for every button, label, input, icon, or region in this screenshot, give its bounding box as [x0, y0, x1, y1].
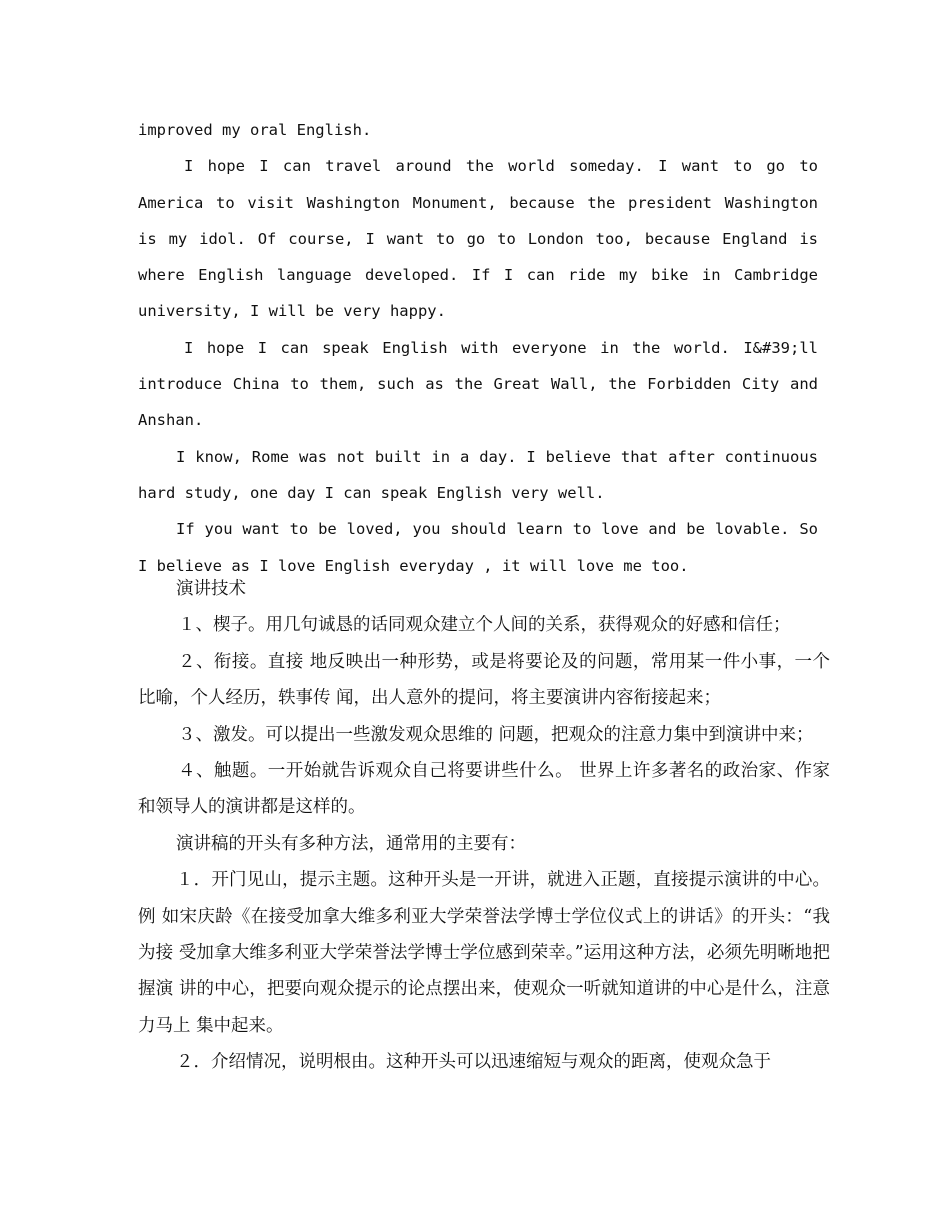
paragraph-continuation: improved my oral English.	[138, 121, 372, 139]
paragraph-travel: I hope I can travel around the world someday. I want to go to America to visit Washington Monument, because the president Washington is my idol. Of course, I want to go to London too, because England is where English language developed. If I can ride my bike in Cambridge university, I will be very happy.	[138, 157, 818, 321]
tech-item-3: ３、激发。可以提出一些激发观众思维的 问题，把观众的注意力集中到演讲中来；	[178, 724, 814, 745]
tech-item-1: １、楔子。用几句诚恳的话同观众建立个人间的关系，获得观众的好感和信任；	[178, 615, 791, 636]
tech-item-4: ４、触题。一开始就告诉观众自己将要讲些什么。 世界上许多著名的政治家、作家和领导人的演讲都是这样的。	[138, 761, 830, 818]
method-item-2: ２．介绍情况，说明根由。这种开头可以迅速缩短与观众的距离，使观众急于	[176, 1052, 771, 1073]
chinese-section	[138, 571, 830, 1081]
method-item-1: １．开门见山，提示主题。这种开头是一开讲，就进入正题，直接提示演讲的中心。例 如宋庆龄《在接受加拿大维多利亚大学荣誉法学博士学位仪式上的讲话》的开头：“我为接 受加拿大维多利亚大学荣誉法学博士学位感到荣幸。”运用这种方法，必须先明晰地把握演 讲的中心，把要向观众提示的论点摆出来，使观众一听就知道讲的中心是什么，注意力马上 集中起来。	[138, 870, 830, 1036]
tech-item-2: ２、衔接。直接 地反映出一种形势，或是将要论及的问题，常用某一件小事，一个比喻，个人经历，轶事传 闻，出人意外的提问，将主要演讲内容衔接起来；	[138, 651, 830, 709]
paragraph-rome: I know, Rome was not built in a day. I believe that after continuous hard study, one day I can speak English very well.	[138, 447, 818, 502]
method-intro: 演讲稿的开头有多种方法，通常用的主要有：	[176, 833, 526, 854]
paragraph-love: If you want to be loved, you should learn to love and be lovable. So I believe as I love English everyday , it will love me too.	[138, 520, 818, 575]
paragraph-speak: I hope I can speak English with everyone in the world. I&#39;ll introduce China to them, such as the Great Wall, the Forbidden City and Anshan.	[138, 338, 818, 430]
section-title: 演讲技术	[176, 579, 246, 599]
english-section	[138, 112, 818, 584]
